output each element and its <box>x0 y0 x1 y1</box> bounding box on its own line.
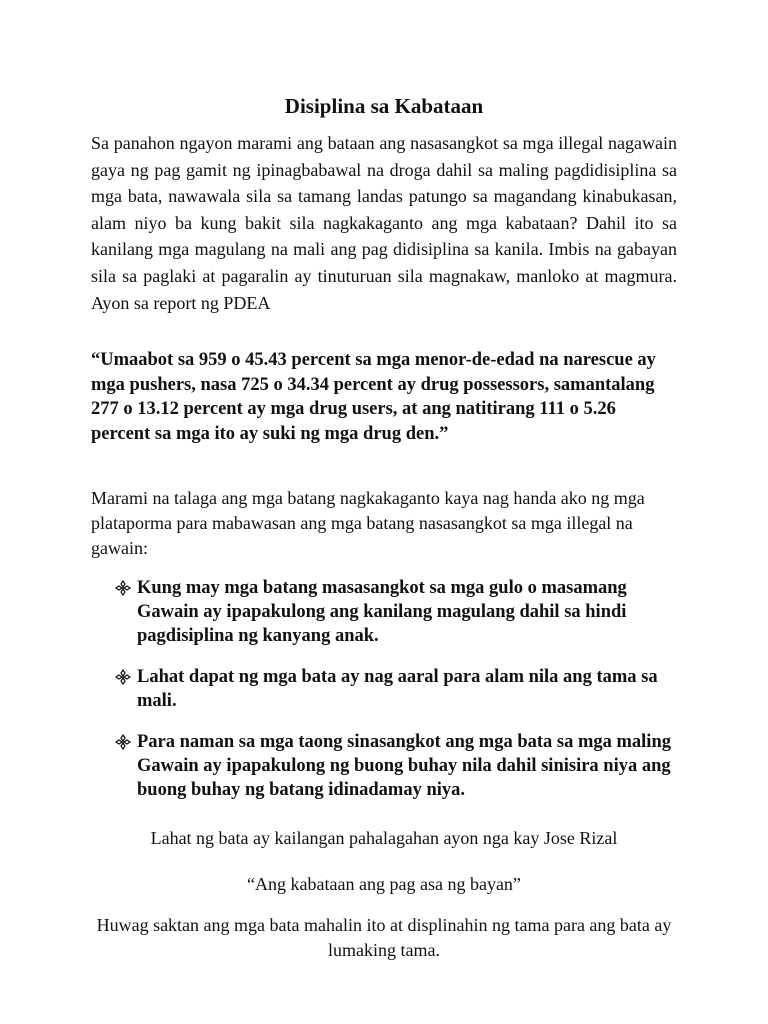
list-item-text: Para naman sa mga taong sinasangkot ang mga bata sa mga maling Gawain ay ipapakulong ng buong buhay nila dahil sinisira niya ang buong buhay ng batang idinadamay niya. <box>137 732 671 800</box>
list-item <box>115 576 675 648</box>
platform-intro-paragraph: Marami na talaga ang mga batang nagkakaganto kaya nag handa ako ng mga plataporma para mabawasan ang mga batang nasasangkot sa mga illegal na gawain: <box>91 488 645 558</box>
four-diamond-bullet-icon <box>115 669 131 685</box>
list-item-text: Lahat dapat ng mga bata ay nag aaral para alam nila ang tama sa mali. <box>137 667 658 711</box>
list-item-text: Kung may mga batang masasangkot sa mga gulo o masamang Gawain ay ipapakulong ang kanilang magulang dahil sa hindi pagdisiplina ng kanyang anak. <box>137 578 627 646</box>
platform-list <box>115 576 675 802</box>
four-diamond-bullet-icon <box>115 580 131 596</box>
list-item <box>115 665 675 713</box>
list-item <box>115 730 675 802</box>
four-diamond-bullet-icon <box>115 734 131 750</box>
closing-line: Lahat ng bata ay kailangan pahalagahan ayon nga kay Jose Rizal <box>150 828 618 848</box>
closing-quote: “Ang kabataan ang pag asa ng bayan” <box>247 874 521 894</box>
closing-statement: Huwag saktan ang mga bata mahalin ito at displinahin ng tama para ang bata ay lumaking tama. <box>96 915 672 960</box>
intro-paragraph: Sa panahon ngayon marami ang bataan ang nasasangkot sa mga illegal nagawain gaya ng pag gamit ng ipinagbabawal na droga dahil sa maling pagdidisiplina sa mga bata, nawawala sila sa tamang landas patungo sa magandang kinabukasan, alam niyo ba kung bakit sila nagkakaganto ang mga kabataan? Dahil ito sa kanilang mga magulang na mali ang pag didisiplina sa kanila. Imbis na gabayan sila sa paglaki at pagaralin ay tinuturuan sila magnakaw, manloko at magmura. Ayon sa report ng PDEA <box>91 133 677 313</box>
pdea-quote: “Umaabot sa 959 o 45.43 percent sa mga menor-de-edad na narescue ay mga pushers, nasa 725 o 34.34 percent ay drug possessors, samantalang 277 o 13.12 percent ay mga drug users, at ang natitirang 111 o 5.26 percent sa mga ito ay suki ng mga drug den.” <box>91 350 656 444</box>
document-title: Disiplina sa Kabataan <box>284 94 484 118</box>
